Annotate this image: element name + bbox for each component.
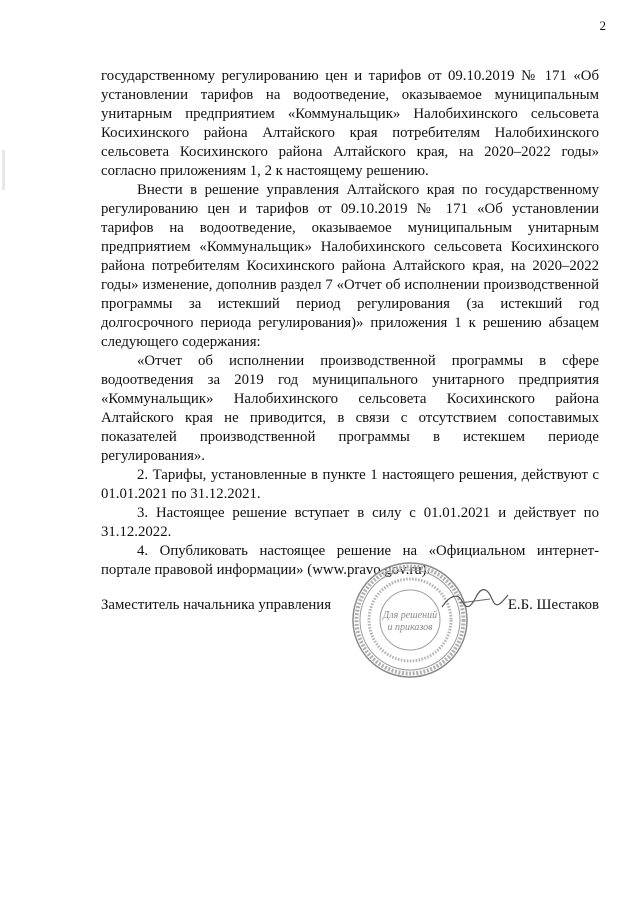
handwritten-signature — [440, 585, 510, 615]
paragraph-continuation: государственному регулированию цен и тарифов от 09.10.2019 № 171 «Об установлении тарифов на водоотведение, оказываемое муниципальным унитарным предприятием «Коммунальщик» Налобихинского сельсовета Косихинского района Алтайского края потребителям Налобихинского сельсовета Косихинского района Алтайского края, на 2020–2022 годы» согласно приложениям 1, 2 к настоящему решению. — [101, 68, 599, 179]
scan-artifact — [2, 150, 5, 190]
stamp-text-line1: Для решений — [382, 610, 438, 621]
signatory-title: Заместитель начальника управления — [101, 597, 332, 613]
paragraph-item-2: 2. Тарифы, установленные в пункте 1 настоящего решения, действуют с 01.01.2021 по 31.12.2021. — [101, 467, 599, 502]
stamp-text-line2: и приказов — [387, 622, 433, 633]
paragraph-item-3: 3. Настоящее решение вступает в силу с 01.01.2021 и действует по 31.12.2022. — [101, 505, 599, 540]
signatory-name: Е.Б. Шестаков — [507, 597, 599, 613]
paragraph-quoted-text: «Отчет об исполнении производственной программы в сфере водоотведения за 2019 год муниципального унитарного предприятия «Коммунальщик» Налобихинского сельсовета Косихинского района Алтайского края не приводится, в связи с отсутствием сопоставимых показателей производственной программы в истекшем периоде регулирования». — [101, 353, 599, 464]
page-number: 2 — [599, 18, 606, 33]
paragraph-amendment: Внести в решение управления Алтайского края по государственному регулированию цен и тарифов от 09.10.2019 № 171 «Об установлении тарифов на водоотведение, оказываемое муниципальным унитарным предприятием «Коммунальщик» Налобихинского сельсовета Косихинского района потребителям Косихинского района Алтайского края, на 2020–2022 годы» изменение, дополнив раздел 7 «Отчет об исполнении производственной программы за истекший период регулирования (за истекший год долгосрочного периода регулирования)» приложения 1 к решению абзацем следующего содержания: — [101, 182, 599, 350]
paragraph-item-4: 4. Опубликовать настоящее решение на «Официальном интернет-портале правовой информации» (www.pravo.gov.ru). — [101, 543, 599, 578]
document-body — [101, 67, 599, 580]
official-stamp — [350, 560, 470, 680]
